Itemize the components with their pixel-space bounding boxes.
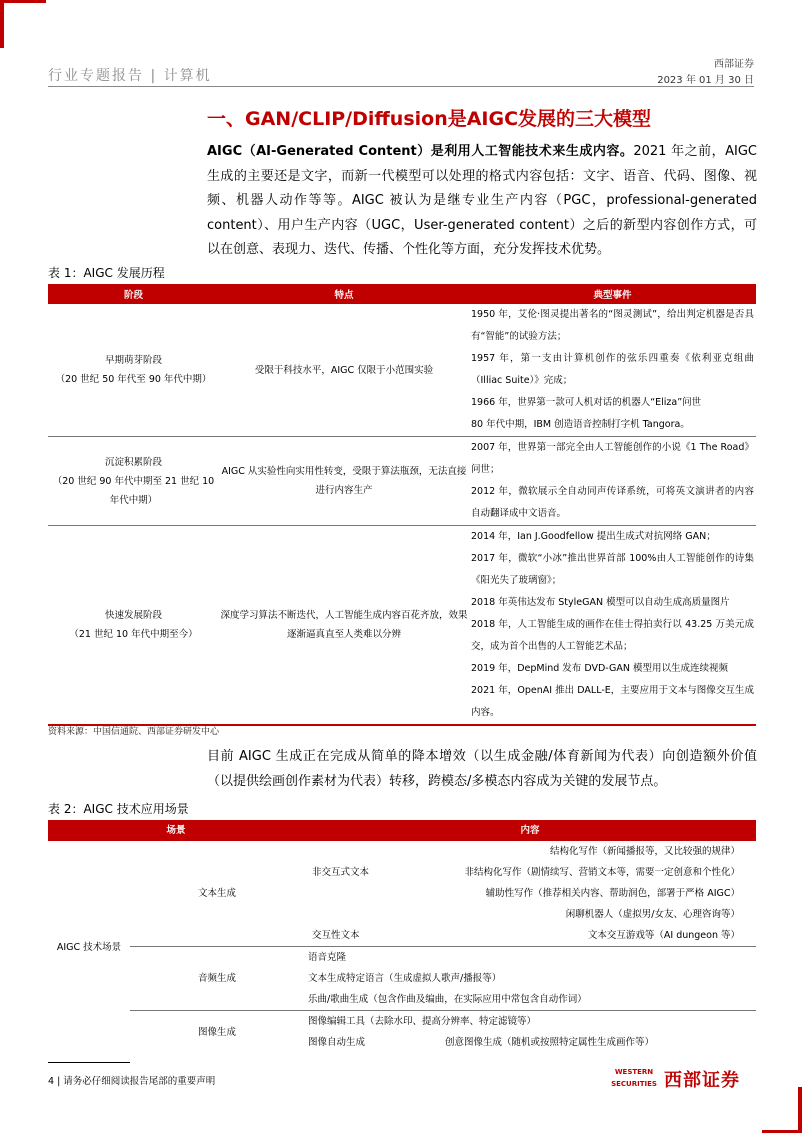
event-item: 2021 年，OpenAI 推出 DALL-E，主要应用于文本与图像交互生成内容。 xyxy=(471,685,754,718)
scenario-text: 文本生成 xyxy=(197,888,236,899)
list-item xyxy=(304,1032,756,1053)
stage-period: （20 世纪 50 年代至 90 年代中期） xyxy=(55,374,212,385)
header-stage: 阶段 xyxy=(48,284,219,304)
feature-cell: 受限于科技水平，AIGC 仅限于小范围实验 xyxy=(254,364,434,376)
source-note: 资料来源：中国信通院、西部证券研发中心 xyxy=(48,727,220,737)
intro-bold: AIGC（AI-Generated Content）是利用人工智能技术来生成内容。 xyxy=(207,144,634,159)
list-item: 语音克隆 xyxy=(304,947,756,969)
item-text: 非结构化写作（剧情续写、营销文本等，需要一定创意和个性化） xyxy=(464,867,740,878)
event-item: 2019 年，DepMind 发布 DVD-GAN 模型用以生成连续视频 xyxy=(471,663,729,674)
stage-cell xyxy=(48,526,219,726)
event-item: 2012 年，微软展示全自动同声传译系统，可将英文演讲者的内容自动翻译成中文语音。 xyxy=(471,486,754,519)
sub-scenario: 图像自动生成 xyxy=(308,1037,366,1048)
logo-text: 西部证券 xyxy=(664,1070,740,1091)
list-item xyxy=(304,862,756,883)
footer: 4 | 请务必仔细阅读报告尾部的重要声明 xyxy=(48,1076,216,1087)
event-item: 1957 年，第一支由计算机创作的弦乐四重奏《依利亚克组曲（Illiac Suite）》完成； xyxy=(471,353,754,386)
body-paragraph: 目前 AIGC 生成正在完成从简单的降本增效（以生成金融/体育新闻为代表）向创造额外价值（以提供绘画创作素材为代表）转移，跨模态/多模态内容成为关键的发展节点。 xyxy=(207,749,757,789)
report-date: 2023 年 01 月 30 日 xyxy=(657,75,754,86)
item-text: 创意图像生成（随机或按照特定属性生成画作等） xyxy=(445,1037,655,1048)
table-row xyxy=(48,304,756,437)
disclaimer-note: 请务必仔细阅读报告尾部的重要声明 xyxy=(63,1076,216,1087)
table-header-row xyxy=(48,284,756,304)
item-text: 文本交互游戏等（AI dungeon 等） xyxy=(587,930,740,941)
scenario-audio: 音频生成 xyxy=(130,947,304,1011)
list-item: 结构化写作（新闻播报等，又比较强的规律） xyxy=(549,846,740,857)
scenario-image: 图像生成 xyxy=(130,1011,304,1054)
aigc-history-table xyxy=(48,284,756,726)
stage-cell xyxy=(48,304,219,437)
list-item: 辅助性写作（推荐相关内容、帮助润色，部署于严格 AIGC） xyxy=(485,888,740,899)
stage-cell xyxy=(48,437,219,526)
event-item: 2018 年英伟达发布 StyleGAN 模型可以自动生成高质量图片 xyxy=(471,597,730,608)
page-number: 4 xyxy=(48,1076,55,1087)
header-events: 典型事件 xyxy=(469,284,756,304)
stage-period: （21 世纪 10 年代中期至今） xyxy=(69,629,198,640)
intro-text: 2021 年之前，AIGC 生成的主要还是文字，而新一代模型可以处理的格式内容包括：文字、语音、代码、图像、视频、机器人动作等等。AIGC 被认为是继专业生产内容（PGC，professional-generated content）、用户生产内容（UGC，User-generated content）之后的新型内容创作方式，可以在创意、表现力、迭代、传播、个性化等方面，充分发挥技术优势。 xyxy=(207,144,757,257)
table-row xyxy=(48,1011,756,1033)
list-item xyxy=(304,925,756,947)
header-scenario: 场景 xyxy=(48,820,304,841)
list-item: 文本生成特定语言（生成虚拟人歌声/播报等） xyxy=(308,973,502,984)
stage-name: 早期萌芽阶段 xyxy=(104,355,162,366)
events-cell xyxy=(469,526,756,726)
table1-caption: 表 1：AIGC 发展历程 xyxy=(48,266,165,280)
event-item: 2014 年，Ian J.Goodfellow 提出生成式对抗网络 GAN； xyxy=(471,531,716,542)
sub-scenario: 交互性文本 xyxy=(312,930,360,941)
feature-cell: 深度学习算法不断迭代，人工智能生成内容百花齐放，效果逐渐逼真直至人类难以分辨 xyxy=(220,610,468,640)
table-header-row xyxy=(48,820,756,841)
event-item: 1966 年，世界第一款可人机对话的机器人“Eliza”问世 xyxy=(471,397,702,408)
corner-decoration xyxy=(0,0,46,48)
table-row xyxy=(48,437,756,526)
table-row xyxy=(48,947,756,969)
stage-period: （20 世纪 90 年代中期至 21 世纪 10 年代中期） xyxy=(52,475,215,506)
sub-scenario: 非交互式文本 xyxy=(312,867,370,878)
table2-caption: 表 2：AIGC 技术应用场景 xyxy=(48,802,189,816)
root-scenario: AIGC 技术场景 xyxy=(56,941,122,953)
events-cell xyxy=(469,437,756,526)
header-feature: 特点 xyxy=(219,284,469,304)
footer-divider xyxy=(48,1062,130,1063)
header-content: 内容 xyxy=(304,820,756,841)
report-category: 行业专题报告 | 计算机 xyxy=(48,68,212,84)
logo-mark-icon: WESTERN SECURITIES xyxy=(611,1068,657,1088)
event-item: 1950 年，艾伦·图灵提出著名的“图灵测试”，给出判定机器是否具有“智能”的试验方法； xyxy=(471,309,754,342)
events-cell xyxy=(469,304,756,437)
table-row xyxy=(48,841,756,862)
list-item: 图像编辑工具（去除水印、提高分辨率、特定滤镜等） xyxy=(304,1011,756,1033)
header-divider xyxy=(48,86,754,87)
corner-decoration xyxy=(762,1087,802,1133)
event-item: 2007 年，世界第一部完全由人工智能创作的小说《1 The Road》问世； xyxy=(471,442,754,475)
event-item: 80 年代中期，IBM 创造语音控制打字机 Tangora。 xyxy=(471,419,690,430)
intro-paragraph xyxy=(207,140,757,263)
section-title: 一、GAN/CLIP/Diffusion是AIGC发展的三大模型 xyxy=(207,108,652,130)
publisher-name: 西部证券 xyxy=(714,59,754,70)
brand-logo xyxy=(610,1066,760,1090)
stage-name: 快速发展阶段 xyxy=(104,610,162,621)
list-item: 乐曲/歌曲生成（包含作曲及编曲，在实际应用中常包含自动作词） xyxy=(308,994,587,1005)
feature-cell: AIGC 从实验性向实用性转变，受限于算法瓶颈，无法直接进行内容生产 xyxy=(221,466,467,496)
event-item: 2017 年，微软“小冰”推出世界首部 100%由人工智能创作的诗集《阳光失了玻璃窗》； xyxy=(471,553,754,586)
aigc-scenario-table xyxy=(48,820,756,1053)
stage-name: 沉淀积累阶段 xyxy=(104,456,162,468)
list-item: 闲聊机器人（虚拟男/女友、心理咨询等） xyxy=(565,909,740,920)
event-item: 2018 年，人工智能生成的画作在佳士得拍卖行以 43.25 万美元成交，成为首个出售的人工智能艺术品； xyxy=(471,619,754,652)
table-row xyxy=(48,526,756,726)
